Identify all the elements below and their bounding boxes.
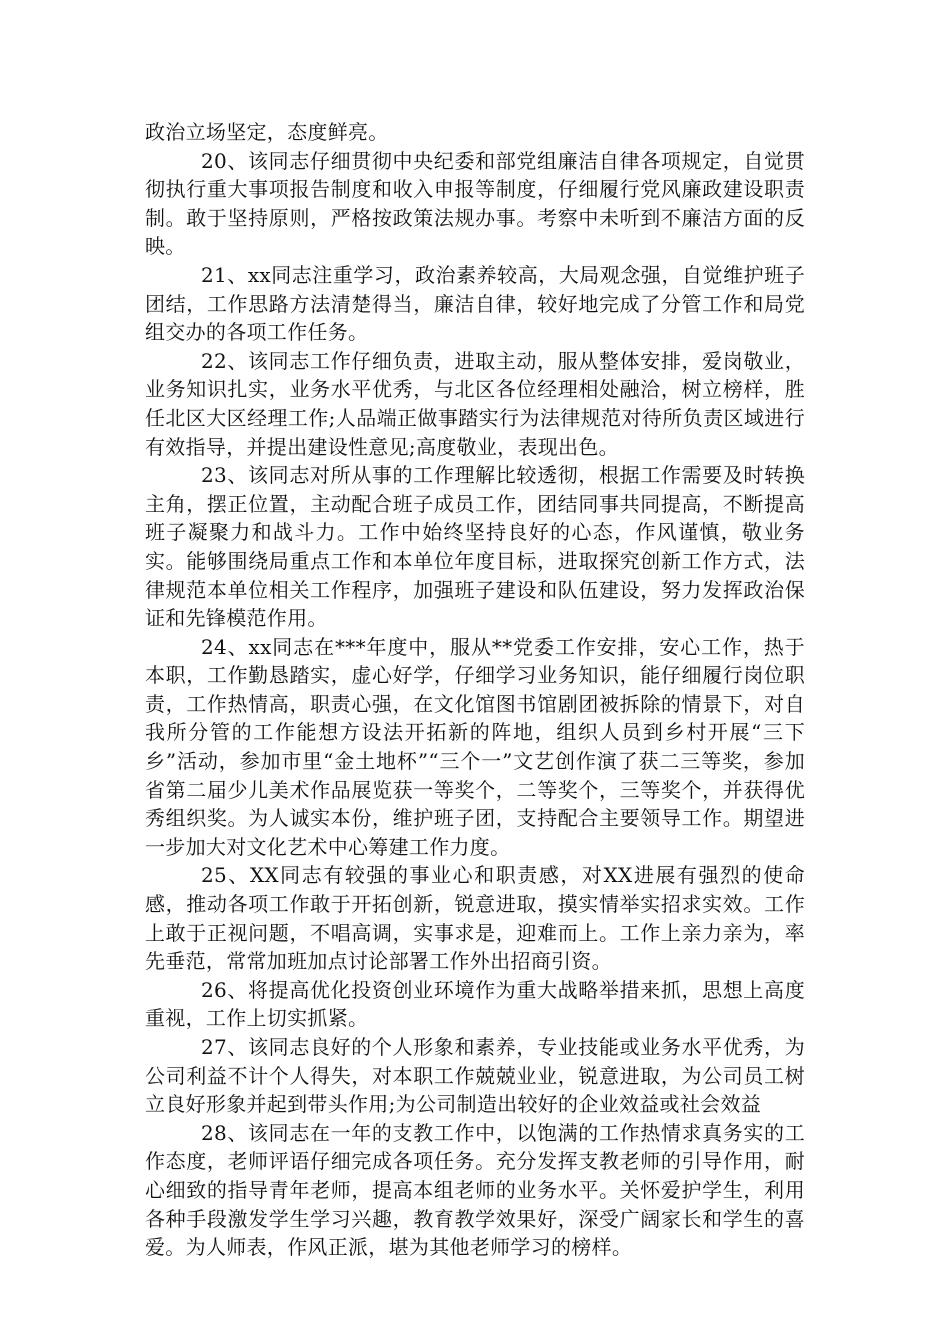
paragraph-intro: 政治立场坚定，态度鲜亮。 [145, 120, 389, 144]
paragraph-24: 24、xx同志在***年度中，服从**党委工作安排，安心工作，热于本职，工作勤恳踏实，虚心好学，仔细学习业务知识，能仔细履行岗位职责，工作热情高，职责心强，在文化馆图书馆剧团被拆除的情景下，对自我所分管的工作能想方设法开拓新的阵地，组织人员到乡村开展“三下乡”活动，参加市里“金土地杯”“三个一”文艺创作演了获二三等奖，参加省第二届少儿美术作品展览获一等奖个，二等奖个，三等奖个，并获得优秀组织奖。为人诚实本份，维护班子团，支持配合主要领导工作。期望进一步加大对文化艺术中心筹建工作力度。 [145, 634, 805, 859]
paragraph-23: 23、该同志对所从事的工作理解比较透彻，根据工作需要及时转换主角，摆正位置，主动配合班子成员工作，团结同事共同提高，不断提高班子凝聚力和战斗力。工作中始终坚持良好的心态，作风谨慎，敬业务实。能够围绕局重点工作和本单位年度目标，进取探究创新工作方式，法律规范本单位相关工作程序，加强班子建设和队伍建设，努力发挥政治保证和先锋模范作用。 [145, 463, 805, 631]
paragraph-26: 26、将提高优化投资创业环境作为重大战略举措来抓，思想上高度重视，工作上切实抓紧。 [145, 977, 805, 1031]
paragraph-22: 22、该同志工作仔细负责，进取主动，服从整体安排，爱岗敬业，业务知识扎实，业务水平优秀，与北区各位经理相处融洽，树立榜样，胜任北区大区经理工作;人品端正做事踏实行为法律规范对待所负责区域进行有效指导，并提出建设性意见;高度敬业，表现出色。 [145, 348, 805, 459]
paragraph-25: 25、XX同志有较强的事业心和职责感，对XX进展有强烈的使命感，推动各项工作敢于开拓创新，锐意进取，摸实情举实招求实效。工作上敢于正视问题，不唱高调，实事求是，迎难而上。工作上亲力亲为，率先垂范，常常加班加点讨论部署工作外出招商引资。 [145, 863, 805, 974]
paragraph-27: 27、该同志良好的个人形象和素养，专业技能或业务水平优秀，为公司利益不计个人得失，对本职工作兢兢业业，锐意进取，为公司员工树立良好形象并起到带头作用;为公司制造出较好的企业效益或社会效益 [145, 1035, 805, 1117]
paragraph-28: 28、该同志在一年的支教工作中，以饱满的工作热情求真务实的工作态度，老师评语仔细完成各项任务。充分发挥支教老师的引导作用，耐心细致的指导青年老师，提高本组老师的业务水平。关怀爱护学生，利用各种手段激发学生学习兴趣，教育教学效果好，深受广阔家长和学生的喜爱。为人师表，作风正派，堪为其他老师学习的榜样。 [145, 1120, 805, 1260]
paragraph-20: 20、该同志仔细贯彻中央纪委和部党组廉洁自律各项规定，自觉贯彻执行重大事项报告制度和收入申报等制度，仔细履行党风廉政建设职责制。敢于坚持原则，严格按政策法规办事。考察中未听到不廉洁方面的反映。 [145, 148, 805, 259]
paragraph-21: 21、xx同志注重学习，政治素养较高，大局观念强，自觉维护班子团结，工作思路方法清楚得当，廉洁自律，较好地完成了分管工作和局党组交办的各项工作任务。 [145, 262, 805, 345]
document-body [145, 118, 805, 1262]
